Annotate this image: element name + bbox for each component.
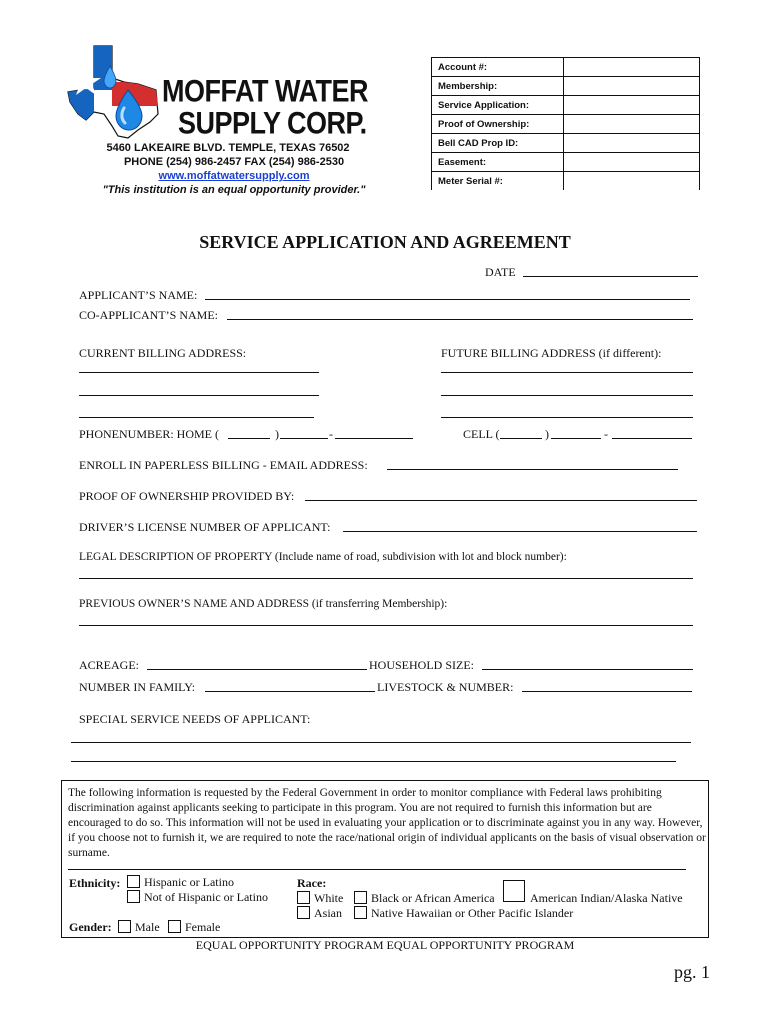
company-website-link[interactable]: www.moffatwatersupply.com <box>158 170 310 182</box>
race-label: Race: <box>297 876 327 890</box>
date-label: DATE <box>485 265 516 279</box>
meter-serial-value-cell[interactable] <box>564 172 700 191</box>
previous-owner-field[interactable] <box>79 625 693 626</box>
legal-description-field[interactable] <box>79 578 693 579</box>
cell-paren: ) <box>545 427 549 441</box>
acreage-label: ACREAGE: <box>79 658 139 672</box>
company-phone-fax: PHONE (254) 986-2457 FAX (254) 986-2530 <box>123 156 345 168</box>
cell-label: CELL ( <box>463 427 500 441</box>
race-option-label: Black or African America <box>371 891 495 905</box>
proof-of-ownership-label: PROOF OF OWNERSHIP PROVIDED BY: <box>79 489 295 503</box>
future-billing-field-1[interactable] <box>441 372 693 373</box>
current-billing-label: CURRENT BILLING ADDRESS: <box>79 346 247 360</box>
membership-value-cell[interactable] <box>564 77 700 96</box>
service-application-value-cell[interactable] <box>564 96 700 115</box>
bell-cad-prop-id-label: Bell CAD Prop ID: <box>432 134 564 153</box>
meter-serial-label: Meter Serial #: <box>432 172 564 191</box>
phone-home-area-field[interactable] <box>228 438 270 439</box>
checkbox[interactable] <box>127 890 140 903</box>
cell-prefix-field[interactable] <box>551 438 601 439</box>
table-row <box>432 58 700 77</box>
phone-home-prefix-field[interactable] <box>280 438 328 439</box>
logo-text-line1: MOFFAT WATER <box>162 74 368 109</box>
previous-owner-label: PREVIOUS OWNER’S NAME AND ADDRESS (if transferring Membership): <box>79 598 448 610</box>
proof-of-ownership-field[interactable] <box>305 500 697 501</box>
paperless-billing-label: ENROLL IN PAPERLESS BILLING - EMAIL ADDRESS: <box>79 458 368 472</box>
race-option-american-indian: American Indian/Alaska Native <box>530 891 683 905</box>
gender-option-label: Female <box>185 920 221 934</box>
checkbox[interactable] <box>127 875 140 888</box>
ethnicity-option-not-hispanic[interactable] <box>127 890 268 905</box>
ethnicity-option-label: Not of Hispanic or Latino <box>144 890 268 904</box>
company-logo <box>66 44 368 144</box>
eeo-divider <box>68 869 686 870</box>
number-in-family-label: NUMBER IN FAMILY: <box>79 680 196 694</box>
future-billing-field-3[interactable] <box>441 417 693 418</box>
logo-text-line2: SUPPLY CORP. <box>178 106 367 141</box>
drivers-license-field[interactable] <box>343 531 697 532</box>
race-option-american-indian-checkbox[interactable] <box>503 880 525 904</box>
race-option-label: Asian <box>314 906 342 920</box>
checkbox[interactable] <box>118 920 131 933</box>
form-title: SERVICE APPLICATION AND AGREEMENT <box>199 232 571 252</box>
phone-home-line-field[interactable] <box>335 438 413 439</box>
co-applicant-name-field[interactable] <box>227 319 693 320</box>
livestock-label: LIVESTOCK & NUMBER: <box>377 680 514 694</box>
gender-label: Gender: <box>69 920 112 934</box>
phone-home-label: PHONENUMBER: HOME ( <box>79 427 220 441</box>
household-size-label: HOUSEHOLD SIZE: <box>369 658 474 672</box>
cell-area-field[interactable] <box>500 438 542 439</box>
race-option-pacific-islander[interactable] <box>354 906 573 921</box>
cell-line-field[interactable] <box>612 438 692 439</box>
household-size-field[interactable] <box>482 669 693 670</box>
page-number: pg. 1 <box>674 962 710 982</box>
paperless-email-field[interactable] <box>387 469 678 470</box>
equal-opportunity-statement: "This institution is an equal opportunity provider." <box>102 184 366 196</box>
legal-description-label: LEGAL DESCRIPTION OF PROPERTY (Include name of road, subdivision with lot and block number): <box>79 551 567 563</box>
current-billing-field-3[interactable] <box>79 417 314 418</box>
phone-home-dash: - <box>329 427 333 441</box>
race-option-black[interactable] <box>354 891 495 906</box>
checkbox[interactable] <box>354 891 367 904</box>
special-needs-field-1[interactable] <box>71 742 691 743</box>
membership-label: Membership: <box>432 77 564 96</box>
special-needs-field-2[interactable] <box>71 761 676 762</box>
table-row <box>432 172 700 191</box>
checkbox[interactable] <box>503 880 525 902</box>
future-billing-label: FUTURE BILLING ADDRESS (if different): <box>441 346 662 360</box>
texas-star-logo-icon <box>66 44 166 140</box>
race-option-label: Native Hawaiian or Other Pacific Islander <box>371 906 574 920</box>
service-application-label: Service Application: <box>432 96 564 115</box>
co-applicant-name-label: CO-APPLICANT’S NAME: <box>79 308 219 322</box>
table-row <box>432 77 700 96</box>
applicant-name-label: APPLICANT’S NAME: <box>79 288 198 302</box>
gender-option-label: Male <box>135 920 160 934</box>
account-label: Account #: <box>432 58 564 77</box>
future-billing-field-2[interactable] <box>441 395 693 396</box>
race-option-asian[interactable] <box>297 906 342 921</box>
proof-of-ownership-value-cell[interactable] <box>564 115 700 134</box>
account-value-cell[interactable] <box>564 58 700 77</box>
race-option-white[interactable] <box>297 891 343 906</box>
eeo-footer: EQUAL OPPORTUNITY PROGRAM EQUAL OPPORTUNITY PROGRAM <box>195 938 575 952</box>
office-use-table <box>431 57 700 190</box>
date-field[interactable] <box>523 276 698 277</box>
table-row <box>432 115 700 134</box>
special-needs-label: SPECIAL SERVICE NEEDS OF APPLICANT: <box>79 712 311 726</box>
easement-label: Easement: <box>432 153 564 172</box>
gender-option-female[interactable] <box>168 920 220 935</box>
race-option-label: White <box>314 891 344 905</box>
eeo-statement: The following information is requested by the Federal Government in order to monitor compliance with Federal laws prohibiting discrimination against applicants seeking to participate in this program. You are not required to furnish this information but are encouraged to do so. This information will not be used in evaluating your application or to discriminate against you in any way. However, if you choose not to furnish it, we are required to note the race/national origin of individual applicants on the basis of visual observation or surname. <box>68 787 706 859</box>
gender-option-male[interactable] <box>118 920 160 935</box>
checkbox[interactable] <box>168 920 181 933</box>
easement-value-cell[interactable] <box>564 153 700 172</box>
table-row <box>432 153 700 172</box>
table-row <box>432 134 700 153</box>
ethnicity-label: Ethnicity: <box>69 876 121 890</box>
drivers-license-label: DRIVER’S LICENSE NUMBER OF APPLICANT: <box>79 520 331 534</box>
ethnicity-option-hispanic[interactable] <box>127 875 234 890</box>
cell-dash: - <box>604 427 608 441</box>
checkbox[interactable] <box>297 906 310 919</box>
current-billing-field-1[interactable] <box>79 372 319 373</box>
ethnicity-option-label: Hispanic or Latino <box>144 875 234 889</box>
checkbox[interactable] <box>297 891 310 904</box>
table-row <box>432 96 700 115</box>
livestock-field[interactable] <box>522 691 692 692</box>
checkbox[interactable] <box>354 906 367 919</box>
bell-cad-prop-id-value-cell[interactable] <box>564 134 700 153</box>
applicant-name-field[interactable] <box>205 299 690 300</box>
acreage-field[interactable] <box>147 669 367 670</box>
proof-of-ownership-label: Proof of Ownership: <box>432 115 564 134</box>
current-billing-field-2[interactable] <box>79 395 319 396</box>
number-in-family-field[interactable] <box>205 691 375 692</box>
company-address: 5460 LAKEAIRE BLVD. TEMPLE, TEXAS 76502 <box>106 142 350 154</box>
phone-home-paren: ) <box>275 427 279 441</box>
